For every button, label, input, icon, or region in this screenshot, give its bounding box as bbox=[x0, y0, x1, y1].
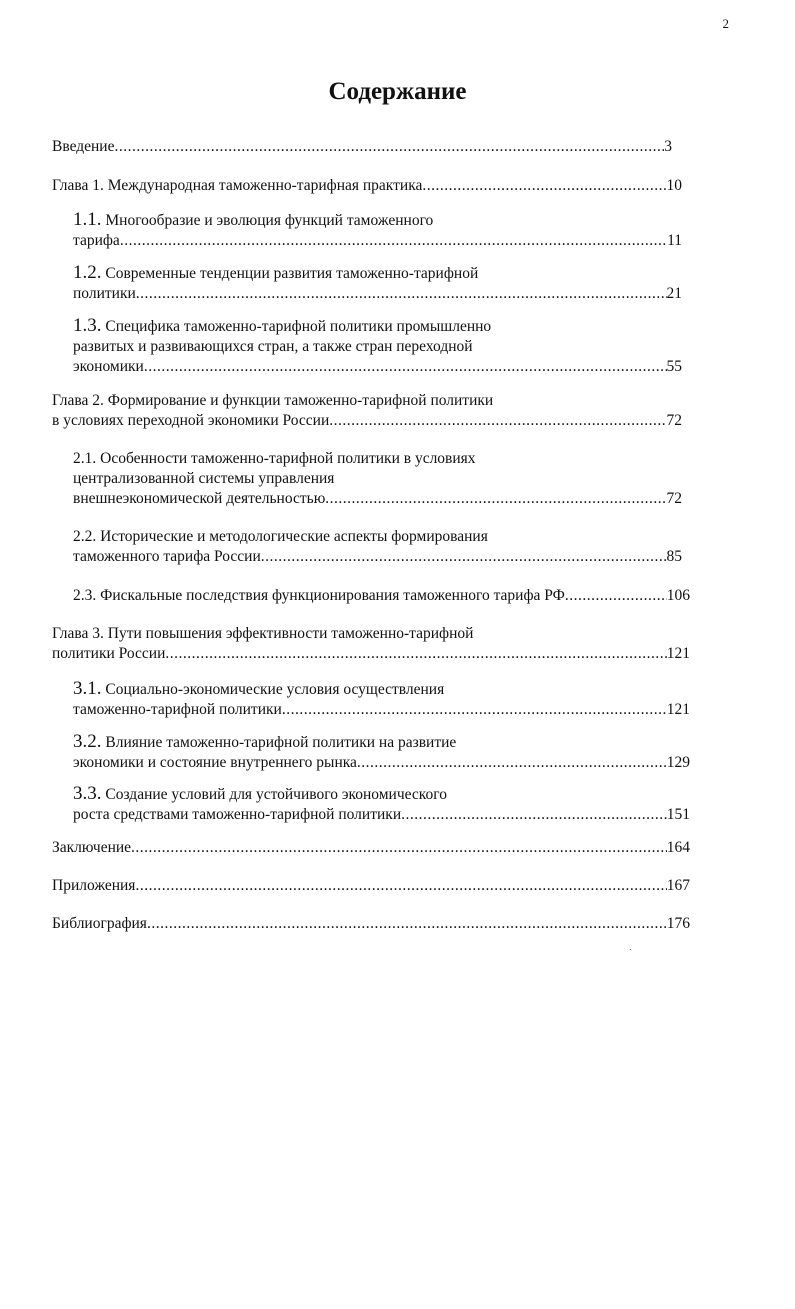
toc-entry-title: роста средствами таможенно-тарифной политики bbox=[73, 806, 402, 823]
toc-entry-line: Создание условий для устойчивого экономического bbox=[105, 786, 447, 803]
toc-entry-bibliography[interactable] bbox=[52, 914, 690, 934]
page-title: Содержание bbox=[328, 78, 467, 105]
toc-page-number: 121 bbox=[666, 701, 690, 718]
toc-leader-dots bbox=[135, 876, 666, 896]
toc-page-number: 129 bbox=[666, 754, 690, 771]
toc-entry-title: Введение bbox=[52, 138, 115, 155]
toc-entry-section-1-3[interactable] bbox=[73, 316, 682, 377]
toc-page-number: 85 bbox=[666, 548, 682, 565]
toc-leader-dots bbox=[147, 914, 667, 934]
toc-leader-dots bbox=[144, 357, 667, 377]
toc-entry-title: Приложения bbox=[52, 877, 136, 894]
toc-entry-section-3-3[interactable] bbox=[73, 784, 690, 825]
toc-page-number: 21 bbox=[666, 285, 682, 302]
toc-section-number: 3.1. bbox=[73, 678, 102, 699]
toc-entry-title: 2.3. Фискальные последствия функционирования таможенного тарифа РФ bbox=[73, 587, 565, 604]
toc-page-number: 55 bbox=[666, 358, 682, 375]
toc-entry-line: Социально-экономические условия осуществления bbox=[105, 681, 445, 698]
toc-entry-title: политики bbox=[73, 285, 136, 302]
toc-section-number: 1.1. bbox=[73, 209, 102, 230]
toc-page-number: 164 bbox=[666, 839, 690, 856]
toc-entry-title: экономики и состояние внутреннего рынка bbox=[73, 754, 357, 771]
toc-entry-conclusion[interactable] bbox=[52, 838, 690, 858]
toc-entry-line: Специфика таможенно-тарифной политики промышленно bbox=[105, 318, 492, 335]
toc-leader-dots bbox=[114, 137, 664, 157]
toc-page-number: 106 bbox=[666, 587, 690, 604]
toc-entry-appendices[interactable] bbox=[52, 876, 690, 896]
toc-entry-line: Влияние таможенно-тарифной политики на развитие bbox=[105, 734, 457, 751]
toc-page-number: 72 bbox=[666, 490, 682, 507]
toc-page-number: 167 bbox=[666, 877, 690, 894]
toc-entry-section-3-2[interactable] bbox=[73, 732, 690, 773]
toc-page-number: 10 bbox=[666, 177, 682, 194]
toc-entry-title: таможенно-тарифной политики bbox=[73, 701, 282, 718]
toc-entry-chapter-3[interactable] bbox=[52, 624, 690, 664]
toc-section-number: 3.2. bbox=[73, 731, 102, 752]
toc-leader-dots bbox=[120, 231, 667, 251]
toc-entry-section-1-2[interactable] bbox=[73, 263, 682, 304]
toc-entry-chapter-1[interactable] bbox=[52, 176, 682, 196]
toc-leader-dots bbox=[401, 805, 667, 825]
toc-section-number: 1.3. bbox=[73, 315, 102, 336]
toc-entry-section-3-1[interactable] bbox=[73, 679, 690, 720]
toc-page-number: 121 bbox=[666, 645, 690, 662]
toc-entry-title: Библиография bbox=[52, 915, 147, 932]
toc-page-number: 3 bbox=[664, 138, 672, 155]
toc-leader-dots bbox=[325, 489, 666, 509]
toc-leader-dots bbox=[329, 411, 666, 431]
toc-entry-title: экономики bbox=[73, 358, 144, 375]
page-number: 2 bbox=[722, 16, 729, 31]
toc-entry-title: таможенного тарифа России bbox=[73, 548, 261, 565]
toc-entry-line: Глава 2. Формирование и функции таможенно-тарифной политики bbox=[52, 392, 494, 409]
toc-entry-line: развитых и развивающихся стран, а также стран переходной bbox=[73, 338, 473, 355]
toc-leader-dots bbox=[131, 838, 667, 858]
toc-leader-dots bbox=[165, 644, 666, 664]
toc-leader-dots bbox=[261, 547, 667, 567]
toc-entry-line: Глава 3. Пути повышения эффективности таможенно-тарифной bbox=[52, 625, 474, 642]
toc-entry-section-2-2[interactable] bbox=[73, 527, 682, 567]
toc-page-number: 72 bbox=[666, 412, 682, 429]
toc-entry-section-2-3[interactable] bbox=[73, 586, 690, 606]
toc-entry-line: 2.1. Особенности таможенно-тарифной политики в условиях bbox=[73, 450, 476, 467]
toc-entry-title: Заключение bbox=[52, 839, 132, 856]
toc-entry-section-1-1[interactable] bbox=[73, 210, 682, 251]
toc-section-number: 3.3. bbox=[73, 783, 102, 804]
toc-leader-dots bbox=[136, 284, 667, 304]
toc-leader-dots bbox=[565, 586, 667, 606]
toc-entry-line: Многообразие и эволюция функций таможенного bbox=[105, 212, 434, 229]
toc-entry-title: Глава 1. Международная таможенно-тарифная практика bbox=[52, 177, 423, 194]
toc-entry-chapter-2[interactable] bbox=[52, 391, 682, 431]
toc-entry-title: политики России bbox=[52, 645, 166, 662]
toc-section-number: 1.2. bbox=[73, 262, 102, 283]
toc-leader-dots bbox=[422, 176, 666, 196]
toc-entry-title: внешнеэкономической деятельностью bbox=[73, 490, 326, 507]
toc-page-number: 151 bbox=[666, 806, 690, 823]
toc-page-number: 11 bbox=[667, 232, 682, 249]
toc-entry-introduction[interactable] bbox=[52, 137, 672, 157]
toc-leader-dots bbox=[282, 700, 667, 720]
toc-entry-line: 2.2. Исторические и методологические аспекты формирования bbox=[73, 528, 488, 545]
toc-entry-line: централизованной системы управления bbox=[73, 470, 335, 487]
toc-entry-section-2-1[interactable] bbox=[73, 449, 682, 509]
toc-page-number: 176 bbox=[666, 915, 690, 932]
toc-entry-title: в условиях переходной экономики России bbox=[52, 412, 330, 429]
scan-speck: ˏ bbox=[629, 940, 633, 951]
toc-leader-dots bbox=[357, 753, 667, 773]
toc-entry-line: Современные тенденции развития таможенно-тарифной bbox=[105, 265, 479, 282]
toc-entry-title: тарифа bbox=[73, 232, 120, 249]
